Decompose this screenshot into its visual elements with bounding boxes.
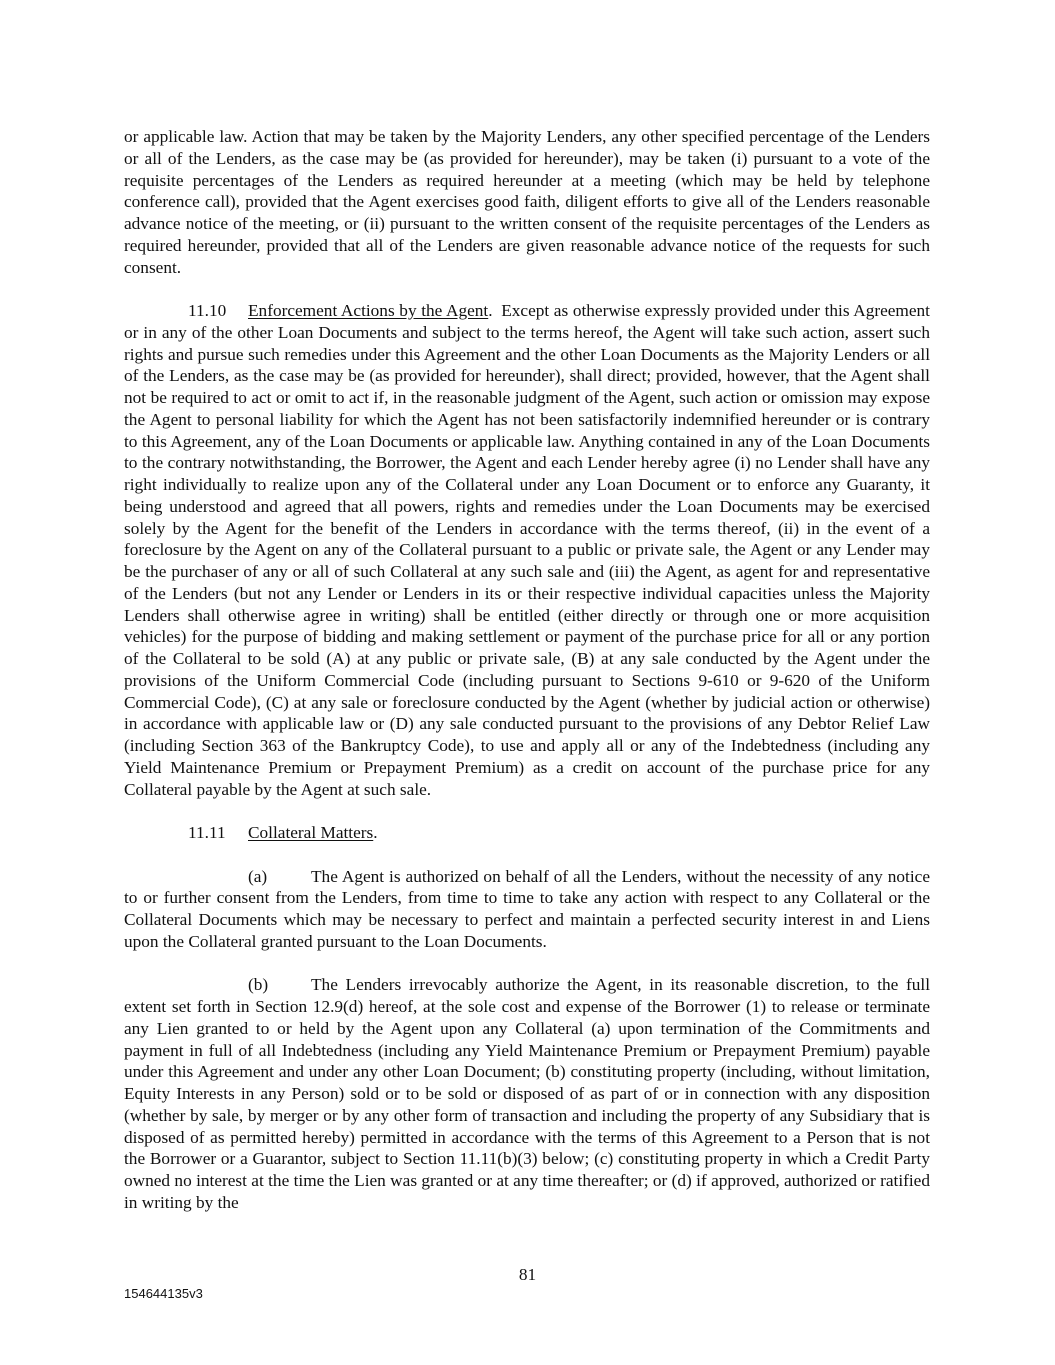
- section-body: Except as otherwise expressly provided under this Agreement or in any of the other Loan Documents and subject to the terms hereof, the Agent will take such action, assert such rights and pursue such remedies under this Agreement and the other Loan Documents as the Majority Lenders or all of the Lenders, as the case may be (as provided for hereunder), shall direct; provided, however, that the Agent shall not be required to act or omit to act if, in the reasonable judgment of the Agent, such action or omission may expose the Agent to personal liability for which the Agent has not been satisfactorily indemnified hereunder or is contrary to this Agreement, any of the Loan Documents or applicable law. Anything contained in any of the Loan Documents to the contrary notwithstanding, the Borrower, the Agent and each Lender hereby agree (i) no Lender shall have any right individually to realize upon any of the Collateral under any Loan Document or to enforce any Guaranty, it being understood and agreed that all powers, rights and remedies under the Loan Documents may be exercised solely by the Agent for the benefit of the Lenders in accordance with the terms thereof, (ii) in the event of a foreclosure by the Agent on any of the Collateral pursuant to a public or private sale, the Agent or any Lender may be the purchaser of any or all of such Collateral at any such sale and (iii) the Agent, as agent for and representative of the Lenders (but not any Lender or Lenders in its or their respective individual capacities unless the Majority Lenders shall otherwise agree in writing) shall be entitled (either directly or through one or more acquisition vehicles) for the purpose of bidding and making settlement or payment of the purchase price for all or any portion of the Collateral to be sold (A) at any public or private sale, (B) at any sale conducted by the Agent under the provisions of the Uniform Commercial Code (including pursuant to Sections 9-610 or 9-620 of the Uniform Commercial Code), (C) at any sale or foreclosure conducted by the Agent (whether by judicial action or otherwise) in accordance with applicable law or (D) any sale conducted pursuant to the provisions of any Debtor Relief Law (including Section 363 of the Bankruptcy Code), to use and apply all or any of the Indebtedness (including any Yield Maintenance Premium or Prepayment Premium) as a credit on account of the purchase price for any Collateral payable by the Agent at such sale.: [124, 301, 930, 799]
- clause-label: (b): [248, 975, 269, 995]
- clause-label: (a): [248, 866, 268, 886]
- section-heading: Collateral Matters: [248, 823, 374, 842]
- page-content: [124, 126, 930, 1235]
- heading-punctuation: .: [488, 301, 493, 320]
- section-number: 11.11: [188, 823, 226, 842]
- intro-paragraph: or applicable law. Action that may be taken by the Majority Lenders, any other specified percentage of the Lenders or all of the Lenders, as the case may be (as provided for hereunder), may be taken (i) pursuant to a vote of the requisite percentages of the Lenders as required hereunder at a meeting (which may be held by telephone conference call), provided that the Agent exercises good faith, diligent efforts to give all of the Lenders reasonable advance notice of the meeting, or (ii) pursuant to the written consent of the requisite percentages of the Lenders as required hereunder, provided that all of the Lenders are given reasonable advance notice of the requests for such consent.: [124, 127, 930, 277]
- page-number: 81: [518, 1265, 537, 1284]
- section-11-11: [124, 822, 930, 844]
- heading-punctuation: .: [373, 823, 378, 842]
- section-number: 11.10: [188, 301, 227, 320]
- document-id: 154644135v3: [124, 1286, 203, 1301]
- clause-text: The Agent is authorized on behalf of all the Lenders, without the necessity of any notice to or further consent from the Lenders, from time to time to take any action with respect to any Collateral or the Collateral Documents which may be necessary to perfect and maintain a perfected security interest in and Liens upon the Collateral granted pursuant to the Loan Documents.: [124, 866, 930, 951]
- section-11-10: [124, 300, 930, 800]
- clause-text: The Lenders irrevocably authorize the Agent, in its reasonable discretion, to the full extent set forth in Section 12.9(d) hereof, at the sole cost and expense of the Borrower (1) to release or terminate any Lien granted to or held by the Agent upon any Collateral (a) upon termination of the Commitments and payment in full of all Indebtedness (including any Yield Maintenance Premium or Prepayment Premium) payable under this Agreement and under any other Loan Document; (b) constituting property (including, without limitation, Equity Interests in any Person) sold or to be sold or disposed of as part of or in connection with any disposition (whether by sale, by merger or by any other form of transaction and including the property of any Subsidiary that is disposed of as permitted hereby) permitted in accordance with the terms of this Agreement to a Person that is not the Borrower or a Guarantor, subject to Section 11.11(b)(3) below; (c) constituting property in which a Credit Party owned no interest at the time the Lien was granted or at any time thereafter; or (d) if approved, authorized or ratified in writing by the: [124, 975, 930, 1212]
- clause-a: [124, 866, 930, 953]
- clause-b: [124, 974, 930, 1213]
- section-heading: Enforcement Actions by the Agent: [248, 301, 489, 320]
